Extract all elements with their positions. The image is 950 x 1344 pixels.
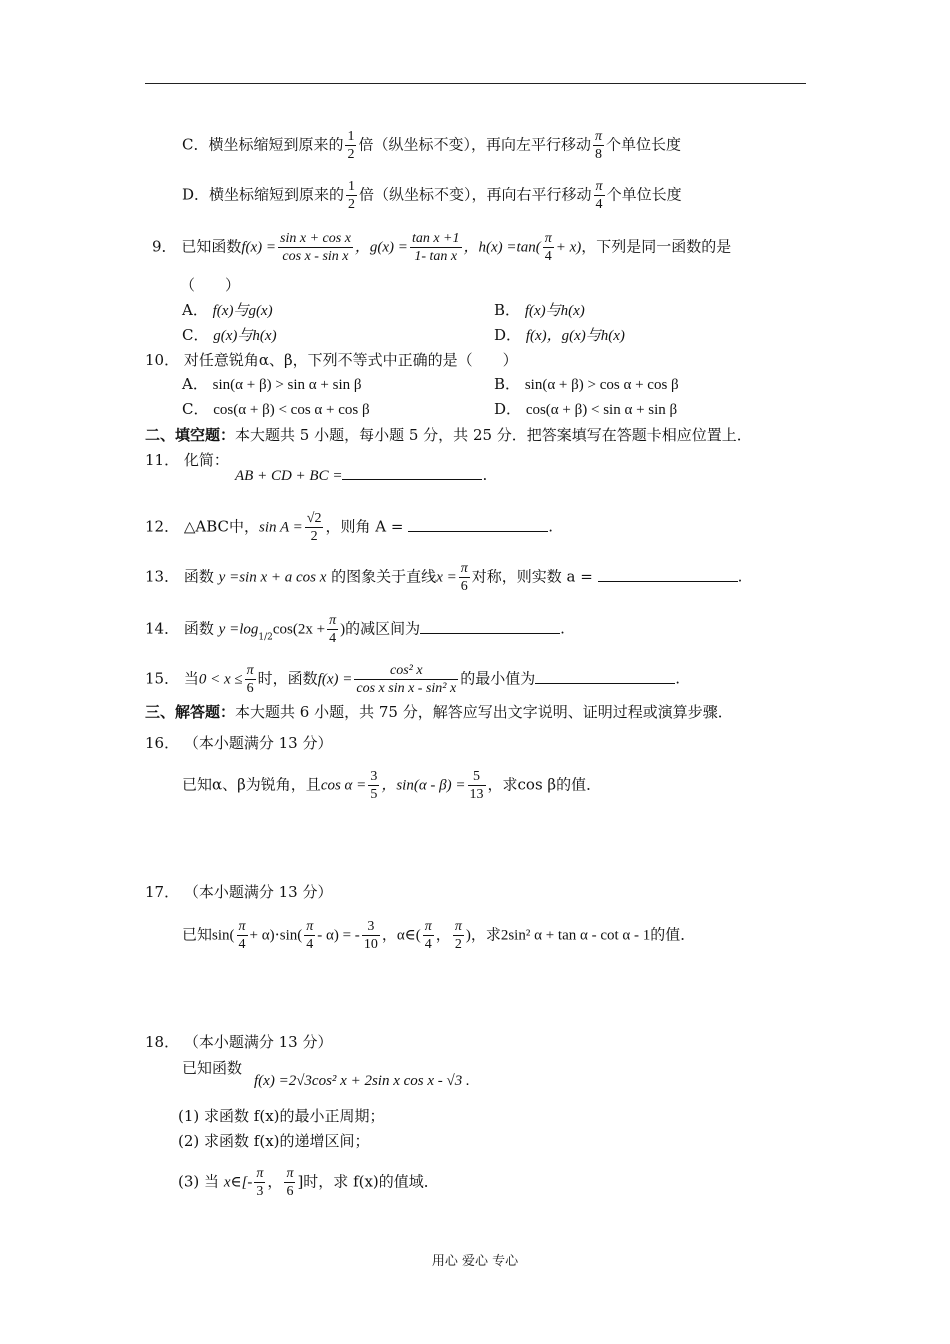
q16-body: 已知α、β为锐角，且cos α = $\frac{3}{5}$ ，sin(α - β) = $\frac{5}{13}$ ，求cos β的值． bbox=[182, 769, 602, 802]
q8d-label: D．横坐标缩短到原来的 bbox=[182, 185, 345, 204]
q9-option-d: D． f(x)，g(x)与h(x) bbox=[494, 326, 625, 344]
answer-blank[interactable] bbox=[420, 619, 560, 634]
fraction: $\frac{\pi}{3}$ bbox=[256, 1166, 264, 1199]
fraction: $\frac{\text{tan x +1}}{\text{1- tan x}}$ bbox=[411, 231, 460, 264]
section-2-heading: 二、填空题：本大题共 5 小题，每小题 5 分，共 25 分．把答案填写在答题卡相应位置上． bbox=[145, 426, 752, 444]
q10-option-d: D． cos(α + β) < sin α + sin β bbox=[494, 400, 678, 418]
q18-part-3: (3) 当 x∈[- $\frac{\pi}{3}$ ， $\frac{\pi}{6}$ ]时，求 f(x)的值域． bbox=[178, 1166, 439, 1199]
q18-function: f(x) =2√3cos² x + 2sin x cos x - √3 . bbox=[254, 1073, 470, 1089]
fraction: $\frac{\text{cos² x}}{\text{cos x sin x - sin² x}}$ bbox=[356, 663, 457, 696]
log-base: 1/2 bbox=[258, 632, 273, 643]
q17-header: 17． （本小题满分 13 分） bbox=[145, 883, 333, 901]
fraction: $\frac{1}{2}$ bbox=[348, 179, 356, 212]
q15: 15． 当0 < x ≤ $\frac{\pi}{6}$ 时，函数f(x) = $\frac{\text{cos² x}}{\text{cos x sin x - sin² x}}$ 的最小值为 . bbox=[145, 663, 681, 696]
q18-part-2: (2) 求函数 f(x)的递增区间； bbox=[178, 1132, 370, 1150]
fraction: $\frac{\pi}{4}$ bbox=[329, 613, 337, 646]
answer-blank[interactable] bbox=[598, 567, 738, 582]
fraction: $\frac{\pi}{4}$ bbox=[595, 179, 603, 212]
q10-option-c: C． cos(α + β) < cos α + cos β bbox=[182, 400, 370, 418]
q8d-tail: 个单位长度 bbox=[606, 185, 682, 204]
q9-text: 已知函数 bbox=[181, 237, 242, 256]
q16-header: 16． （本小题满分 13 分） bbox=[145, 734, 333, 752]
fraction: $\frac{\pi}{6}$ bbox=[246, 663, 254, 696]
fraction: $\frac{\pi}{4}$ bbox=[306, 919, 314, 952]
section-3-heading: 三、解答题：本大题共 6 小题，共 75 分，解答应写出文字说明、证明过程或演算步骤． bbox=[145, 703, 733, 721]
q10-option-b: B． sin(α + β) > cos α + cos β bbox=[494, 375, 679, 393]
q11-expression: AB + CD + BC = . bbox=[235, 466, 488, 484]
fraction: $\frac{3}{10}$ bbox=[363, 919, 378, 952]
q9-option-a: A． f(x)与g(x) bbox=[182, 301, 273, 319]
answer-paren: （ ） bbox=[180, 276, 241, 294]
fraction: $\frac{\pi}{4}$ bbox=[544, 231, 552, 264]
q10-option-a: A． sin(α + β) > sin α + sin β bbox=[182, 375, 362, 393]
fraction: $\frac{√2}{2}$ bbox=[306, 511, 322, 544]
q12: 12． △ABC中，sin A = $\frac{√2}{2}$ ，则角 A = . bbox=[145, 511, 553, 544]
q11: 11． 化简： bbox=[145, 451, 229, 469]
fraction: $\frac{3}{5}$ bbox=[370, 769, 378, 802]
q18-header: 18． （本小题满分 13 分） bbox=[145, 1033, 333, 1051]
fraction: $\frac{\pi}{4}$ bbox=[424, 919, 432, 952]
q17-body: 已知sin( $\frac{\pi}{4}$ + α)⋅sin( $\frac{\pi}{4}$ - α) = - $\frac{3}{10}$ ，α∈( $\frac{\pi}{4}$ ， $\frac{\pi}{2}$ )，求2sin² α + tan α - cot α - 1的值． bbox=[182, 919, 696, 952]
q14: 14． 函数 $y =\log_{1/2}\cos(2x$ + $\frac{\pi}{4}$ )的减区间为 . bbox=[145, 613, 565, 646]
q9-number: 9． bbox=[152, 237, 177, 256]
fraction: $\frac{\pi}{8}$ bbox=[595, 129, 603, 162]
fraction: $\frac{\text{sin x + cos x}}{\text{cos x - sin x}}$ bbox=[280, 231, 351, 264]
q9-option-c: C． g(x)与h(x) bbox=[182, 326, 277, 344]
q8d-mid: 倍（纵坐标不变），再向右平行移动 bbox=[359, 185, 592, 204]
q9-h-tail: + x) bbox=[555, 239, 582, 256]
answer-blank[interactable] bbox=[408, 517, 548, 532]
fraction: $\frac{\pi}{6}$ bbox=[460, 561, 468, 594]
fraction: $\frac{5}{13}$ bbox=[469, 769, 484, 802]
q9-option-b: B． f(x)与h(x) bbox=[494, 301, 585, 319]
answer-blank[interactable] bbox=[342, 465, 482, 480]
fraction: $\frac{\pi}{2}$ bbox=[454, 919, 462, 952]
header-rule bbox=[145, 83, 806, 84]
q9-g: ，g(x) = bbox=[354, 239, 408, 256]
page-footer: 用心 爱心 专心 bbox=[431, 1254, 519, 1269]
fraction: $\frac{1}{2}$ bbox=[347, 129, 355, 162]
q8-option-c bbox=[182, 128, 681, 163]
q9-stem bbox=[152, 230, 731, 265]
q8c-tail: 个单位长度 bbox=[606, 135, 682, 154]
q10-stem: 10． 对任意锐角α、β，下列不等式中正确的是（ ） bbox=[145, 351, 518, 369]
q18-part-1: (1) 求函数 f(x)的最小正周期； bbox=[178, 1107, 385, 1125]
q18-pre: 已知函数 bbox=[182, 1059, 243, 1077]
fraction: $\frac{\pi}{6}$ bbox=[286, 1166, 294, 1199]
q8-option-d bbox=[182, 178, 682, 213]
q9-f: f(x) = bbox=[241, 239, 277, 256]
answer-blank[interactable] bbox=[535, 669, 675, 684]
q8c-label: C．横坐标缩短到原来的 bbox=[182, 135, 344, 154]
q8c-mid: 倍（纵坐标不变），再向左平行移动 bbox=[358, 135, 591, 154]
q13: 13． 函数 y =sin x + a cos x 的图象关于直线x = $\frac{\pi}{6}$ 对称，则实数 a = . bbox=[145, 561, 743, 594]
q9-h: ，h(x) =tan( bbox=[463, 239, 541, 256]
q9-tail: ，下列是同一函数的是 bbox=[581, 237, 732, 256]
fraction: $\frac{\pi}{4}$ bbox=[238, 919, 246, 952]
